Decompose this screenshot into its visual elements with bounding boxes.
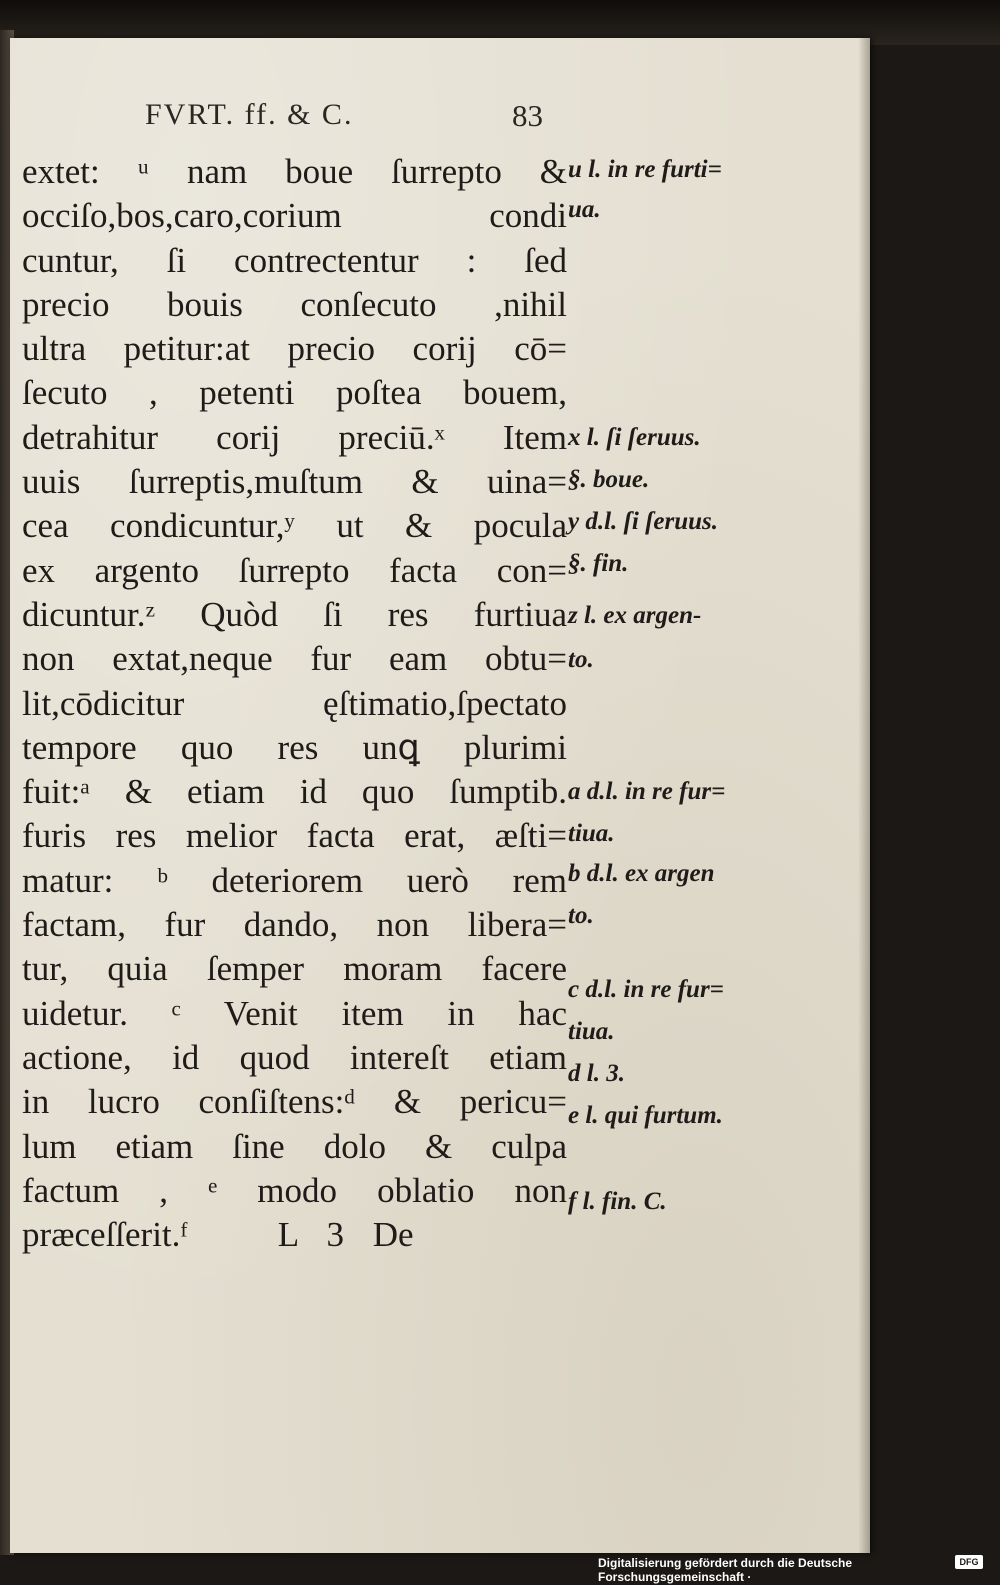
body-line: cuntur, ſi contrectentur : ſed bbox=[22, 240, 567, 280]
body-line: cea condicuntur,ʸ ut & pocula bbox=[22, 506, 567, 546]
margin-note: x l. ſi ſeruus. bbox=[568, 424, 701, 451]
margin-note: to. bbox=[568, 646, 594, 673]
running-head: FVRT. ff. & C. bbox=[145, 98, 354, 131]
body-line: furis res melior facta erat, æſti= bbox=[22, 816, 567, 856]
body-line: occiſo,bos,caro,corium condi bbox=[22, 196, 567, 236]
margin-note: c d.l. in re fur= bbox=[568, 976, 724, 1003]
body-line: ſecuto , petenti poſtea bouem, bbox=[22, 373, 567, 413]
margin-note: tiua. bbox=[568, 820, 615, 847]
catchword: L 3 De bbox=[277, 1215, 414, 1255]
body-line: lit,cōdicitur ęſtimatio,ſpectato bbox=[22, 683, 567, 723]
body-line: actione, id quod intereſt etiam bbox=[22, 1037, 567, 1077]
margin-note: §. fin. bbox=[568, 550, 629, 577]
body-line: lum etiam ſine dolo & culpa bbox=[22, 1126, 567, 1166]
margin-note: z l. ex argen- bbox=[568, 602, 702, 629]
margin-note: b d.l. ex argen bbox=[568, 860, 715, 887]
body-line: ultra petitur:at precio corij cō= bbox=[22, 329, 567, 369]
body-line: fuit:ᵃ & etiam id quo ſumptib. bbox=[22, 772, 567, 812]
page-edge-shadow bbox=[858, 38, 870, 1553]
margin-note: f l. fin. C. bbox=[568, 1188, 667, 1215]
body-line: uidetur. ᶜ Venit item in hac bbox=[22, 993, 567, 1033]
body-line: præceſſerit.ᶠ bbox=[22, 1215, 188, 1255]
dfg-logo: DFG bbox=[955, 1555, 983, 1569]
body-line-last bbox=[22, 1213, 567, 1257]
body-text bbox=[22, 150, 567, 1257]
margin-note: d l. 3. bbox=[568, 1060, 625, 1087]
body-line: precio bouis conſecuto ,nihil bbox=[22, 284, 567, 324]
body-line: tempore quo res unꝗ plurimi bbox=[22, 727, 567, 767]
body-line: in lucro conſiſtens:ᵈ & pericu= bbox=[22, 1082, 567, 1122]
body-line: factam, fur dando, non libera= bbox=[22, 905, 567, 945]
page-number: 83 bbox=[512, 98, 543, 133]
margin-note: a d.l. in re fur= bbox=[568, 778, 726, 805]
body-line: non extat,neque fur eam obtu= bbox=[22, 639, 567, 679]
margin-note: e l. qui furtum. bbox=[568, 1102, 723, 1129]
body-line: factum , ᵉ modo oblatio non bbox=[22, 1170, 567, 1210]
body-line: tur, quia ſemper moram facere bbox=[22, 949, 567, 989]
margin-note: to. bbox=[568, 902, 594, 929]
body-line: detrahitur corij preciū.ˣ Item bbox=[22, 417, 567, 457]
margin-note: ua. bbox=[568, 196, 601, 223]
digitization-credit: Digitalisierung gefördert durch die Deutsche Forschungsgemeinschaft · bbox=[598, 1556, 853, 1584]
margin-note: u l. in re furti= bbox=[568, 156, 722, 183]
body-line: extet: ᵘ nam boue ſurrepto & bbox=[22, 152, 567, 191]
margin-note: tiua. bbox=[568, 1018, 615, 1045]
body-line: dicuntur.ᶻ Quòd ſi res furtiua bbox=[22, 594, 567, 634]
margin-note: §. boue. bbox=[568, 466, 650, 493]
margin-note: y d.l. ſi ſeruus. bbox=[568, 508, 718, 535]
body-line: matur: ᵇ deteriorem uerò rem bbox=[22, 860, 567, 900]
body-line: uuis ſurreptis,muſtum & uina= bbox=[22, 462, 567, 502]
body-line: ex argento ſurrepto facta con= bbox=[22, 550, 567, 590]
